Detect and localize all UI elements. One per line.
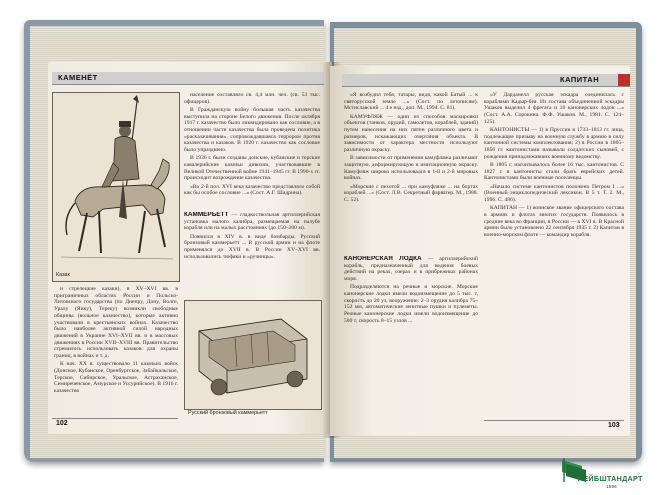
left-running-head: КАМЕНЁТ: [58, 73, 98, 82]
entry-first-paragraph: [184, 212, 320, 232]
paragraph: КАМУФЛЯЖ — один из способов маскировки объектов (танков, орудий, самолетов, кораблей, зданий) путем нанесения на них пятен различного цвета и размеров, искажающих очертания объекта. В зависимости от характера местности используют различную окраску.: [344, 113, 478, 154]
left-column-1: [54, 286, 178, 420]
watermark-text: ЛЕЙБШТАНДАРТ: [578, 474, 643, 483]
entry-kammeriett: [184, 212, 320, 296]
left-page-number: 102: [56, 420, 68, 427]
paragraph: К нач. XX в. существовало 11 казачьих войск (Донское, Кубанское, Оренбургское, Забайкальское, Терское, Сибирское, Уральское, Астраханское, Семиреченское, Амурское и Уссурийское). В 1916 г. казачество: [54, 361, 178, 395]
entry-first-paragraph: [344, 256, 478, 283]
figure1-caption: Казак: [56, 272, 70, 278]
watermark-year: 1996: [606, 485, 617, 490]
paragraph: «Во 2-й пол. XVI века казачество представляло собой как бы особое сословие ...» (Сост. А.Г. Шадрина).: [184, 183, 320, 197]
paragraph: Подразделяются на речные и морские. Морские канонерские лодки имели водоизмещение до 5 тыс. т, скорость до 20 уз, вооружение: 2–3 орудия калибра 75–152 мм, автоматические зенитные пушки и пулеметы. Речные канонерские лодки имели водоизмещение до 500 т, скорость 8–15 узлов ...: [344, 284, 478, 324]
entry-kanonerskaya-lodka: [344, 256, 478, 416]
right-page-number: 103: [608, 422, 620, 429]
paragraph: «Морские с пехотой ... при камуфляже ... на бортах кораблей ...» (Сост. Л.В. Секретный фарватер. М., 1988. С. 52).: [344, 183, 478, 204]
section-tab-marker: [618, 74, 630, 86]
right-column-2: [484, 92, 624, 418]
cossack-rider-drawing: [53, 93, 179, 281]
right-running-head: КАПИТАН: [560, 75, 600, 84]
cannon-illustration: [184, 300, 322, 410]
paragraph: Появился в XIV в. в виде бомбарды. Русский бронзовый каммерьетт ... В русской армии и на флоте применялся до XVII в. В России XV–XVI вв. использовались тюфяки и «ручницы».: [184, 233, 320, 260]
paragraph: В Гражданскую войну большая часть казачества выступила на стороне Белого движения. После октября 1917 г. казачество было ликвидировано как сословие, а в отношении части казачества была проведена политика «расказачивания», сопровождавшаяся террором против казачества и казаков. В 1920 г. казачество как сословие было упразднено.: [184, 106, 320, 154]
bronze-cannon-drawing: [185, 301, 321, 409]
paragraph: население составляло св. 4,4 млн. чел. (св. 53 тыс. офицеров).: [184, 92, 320, 105]
entry-headword: КАНОНЕРСКАЯ ЛОДКА: [344, 256, 422, 262]
entry-headword: КАММЕРЬЕТТ: [184, 212, 229, 218]
right-footer-rule: [484, 420, 624, 421]
paragraph: КАПИТАН — 1) воинское звание офицерского состава в армиях и флотах многих государств. Появилось в средние века во Франции, в России — в XVI в. В Красной армии было установлено 22 сентября 1935 г. 2) Капитан в военно-морском флоте — командир корабля.: [484, 205, 624, 239]
entry-definition: — артиллерийский корабль, предназначенный для ведения боевых действий на реках, озерах и в прибрежных районах моря.: [344, 256, 478, 283]
paragraph: «Начало системе кантонистов положено Петром I ...» (Военный энциклопедический лексикон. В 5 т. Т. 2. М., 1996. С. 486).: [484, 183, 624, 204]
left-footer-rule: [52, 418, 178, 419]
cossack-illustration: [52, 92, 180, 282]
paragraph: В 1805 г. насчитывалось более 16 тыс. кантонистов. С 1827 г. в кантонисты стали брать еврейских детей. Кантонистами были военные поселенцы.: [484, 162, 624, 182]
paragraph: «У Дарданелл русская эскадра соединилась с кораблями Кадыр-бея. Из состава объединенной эскадры Ушаков выделил 4 фрегата и 10 канонерских лодок ...» (Сост. А.А. Сорокина. Ф.Ф. Ушаков. М., 1981. С. 124–125).: [484, 92, 624, 125]
entry-definition: — гладкоствольная артиллерийская установка малого калибра, размещаемая на палубе корабля или на малых расстояниях (до 150–200 м).: [184, 212, 320, 232]
paragraph: В зависимости от применения камуфляжа различают защитную, деформирующую и имитационную окраску. Камуфляж широко использовался в 1-й и 2-й мировых войнах.: [344, 155, 478, 182]
paragraph: КАНТОНИСТЫ — 1) в Пруссии в 1733–1813 гг. лица, подлежащие призыву на военную службу в армию в силу кантонной системы комплектования; 2) в России в 1805–1856 гг. кантонистами называли солдатских сыновей, с рождения принадлежавших военному ведомству.: [484, 127, 624, 160]
figure2-caption: Русский бронзовый каммерьетт: [188, 410, 268, 416]
paragraph: В 1936 г. были созданы донские, кубанские и терские кавалерийские казачьи дивизии, участвовавшие в Великой Отечественной войне 1941–1945 гг. В 1990-х гг. происходит возрождение казачества.: [184, 155, 320, 182]
right-column-1: [344, 92, 478, 252]
paragraph: и стрелецкие казаки), в XV–XVI вв. в приграничных областях России и Польско-Литовского государства (по Днепру, Дону, Волге, Уралу (Яику), Тереку) возникли свободные общины (вольное казачество), которые активно участвовали в крестьянских войнах. Казачество было наиболее активной силой народных движений в Украине XVI–XVII вв. и в массовых движениях в России XVII–XVIII вв. Правительство стремилось использовать казаков для охраны границ, в войнах и т. д.: [54, 286, 178, 360]
paragraph: «Я возбудил тебя, татары, видя, какой Батый ... к святорусской земле ...» (Сост. по летописям). Мстиславский ... 4 е изд., доп. М., 1994. С. 81).: [344, 92, 478, 112]
